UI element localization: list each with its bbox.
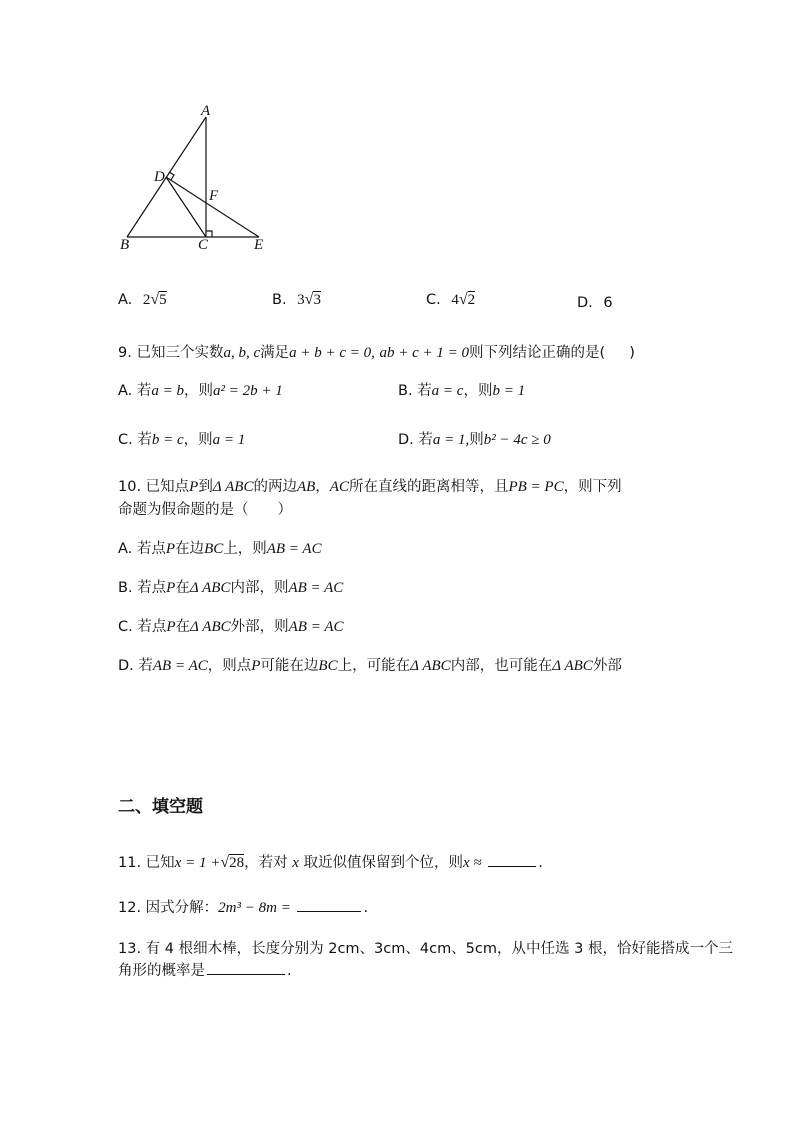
segment-dc [166,177,206,237]
q10-option-b: B. 若点P在Δ ABC内部，则AB = AC [118,580,344,596]
q10-stem-line1: 10. 已知点P到Δ ABC的两边AB，AC所在直线的距离相等，且PB = PC，则下列 [118,479,622,495]
section-heading: 二、填空题 [118,797,203,817]
q8-option-d: D. 6 [577,295,613,311]
q9-option-d: D. 若a = 1,则b² − 4c ≥ 0 [398,432,551,448]
label-f: F [209,188,219,204]
q10-option-d: D. 若AB = AC，则点P可能在边BC上，可能在Δ ABC内部，也可能在Δ ABC外部 [118,658,622,674]
q10-stem-line2: 命题为假命题的是（ ） [118,502,292,518]
q11: 11. 已知x = 1 +√28，若对 x 取近似值保留到个位，则x ≈ . [118,851,543,872]
q8-option-b: B. 3√3 [272,291,321,308]
q9-option-b: B. 若a = c，则b = 1 [398,383,526,399]
q13-line1: 13. 有 4 根细木棒，长度分别为 2cm、3cm、4cm、5cm，从中任选 3 根，恰好能搭成一个三 [118,941,733,957]
q9-stem: 9. 已知三个实数a, b, c满足a + b + c = 0, ab + c + 1 = 0则下列结论正确的是( ) [118,345,635,361]
label-d: D [154,169,165,185]
label-e: E [254,237,264,253]
label-b: B [120,237,130,253]
segment-de [166,177,259,237]
q8-option-c: C. 4√2 [426,291,476,308]
q9-option-a: A. 若a = b，则a² = 2b + 1 [118,383,283,399]
q12-answer-blank[interactable] [297,896,361,912]
q9-option-c: C. 若b = c，则a = 1 [118,432,246,448]
q11-answer-blank[interactable] [488,851,536,867]
label-a: A [201,103,211,119]
q10-option-c: C. 若点P在Δ ABC外部，则AB = AC [118,619,344,635]
q13-line2: 角形的概率是 . [118,959,292,980]
label-c: C [198,237,209,253]
q10-option-a: A. 若点P在边BC上，则AB = AC [118,541,322,557]
q13-answer-blank[interactable] [207,959,285,975]
q12: 12. 因式分解：2m³ − 8m = . [118,896,368,917]
q8-option-a: A. 2√5 [118,291,167,308]
